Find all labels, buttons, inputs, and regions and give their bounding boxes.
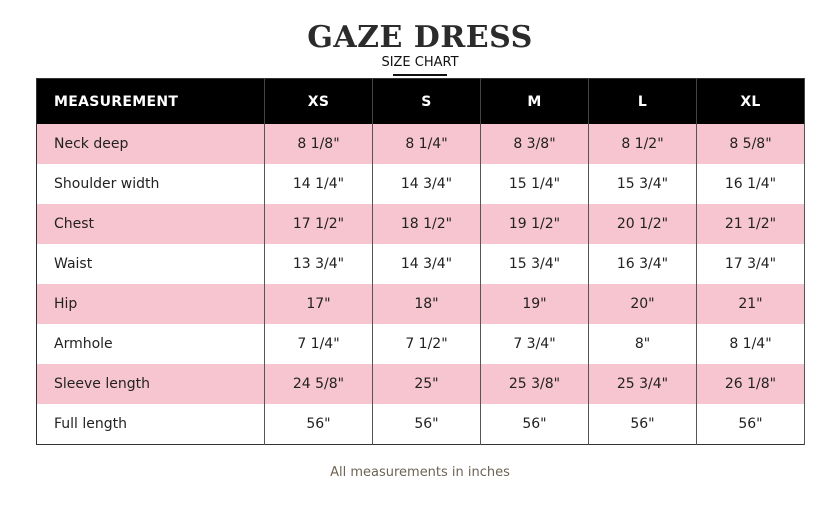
table-row (37, 324, 805, 364)
table-cell: 16 3/4" (589, 244, 697, 284)
table-cell: 17" (265, 284, 373, 324)
row-label: Full length (37, 404, 265, 445)
table-row (37, 164, 805, 204)
table-cell: 8 1/4" (373, 124, 481, 164)
size-chart-table (36, 78, 805, 445)
table-cell: 18 1/2" (373, 204, 481, 244)
table-cell: 21 1/2" (697, 204, 805, 244)
footnote: All measurements in inches (330, 465, 510, 480)
table-header-row (37, 79, 805, 125)
table-cell: 17 3/4" (697, 244, 805, 284)
table-row (37, 284, 805, 324)
table-cell: 56" (373, 404, 481, 445)
table-cell: 14 1/4" (265, 164, 373, 204)
row-label: Shoulder width (37, 164, 265, 204)
table-cell: 18" (373, 284, 481, 324)
table-cell: 16 1/4" (697, 164, 805, 204)
table-cell: 21" (697, 284, 805, 324)
table-cell: 15 3/4" (589, 164, 697, 204)
table-cell: 8 1/4" (697, 324, 805, 364)
page-subtitle: SIZE CHART (381, 55, 459, 70)
table-cell: 25" (373, 364, 481, 404)
table-cell: 8 1/8" (265, 124, 373, 164)
column-header-xs: XS (265, 79, 373, 125)
table-row (37, 244, 805, 284)
table-cell: 17 1/2" (265, 204, 373, 244)
table-cell: 7 1/2" (373, 324, 481, 364)
table-cell: 25 3/4" (589, 364, 697, 404)
table-cell: 19" (481, 284, 589, 324)
table-cell: 15 1/4" (481, 164, 589, 204)
column-header-measurement: MEASUREMENT (37, 79, 265, 125)
column-header-m: M (481, 79, 589, 125)
table-row (37, 364, 805, 404)
table-cell: 8 3/8" (481, 124, 589, 164)
table-cell: 56" (589, 404, 697, 445)
table-cell: 14 3/4" (373, 164, 481, 204)
table-cell: 56" (265, 404, 373, 445)
table-row (37, 404, 805, 445)
table-cell: 8 1/2" (589, 124, 697, 164)
table-cell: 8" (589, 324, 697, 364)
table-cell: 25 3/8" (481, 364, 589, 404)
row-label: Sleeve length (37, 364, 265, 404)
subtitle-underline (393, 74, 447, 76)
table-cell: 19 1/2" (481, 204, 589, 244)
table-cell: 56" (697, 404, 805, 445)
table-cell: 24 5/8" (265, 364, 373, 404)
column-header-l: L (589, 79, 697, 125)
row-label: Armhole (37, 324, 265, 364)
row-label: Hip (37, 284, 265, 324)
table-cell: 14 3/4" (373, 244, 481, 284)
page-title: GAZE DRESS (307, 20, 533, 55)
table-cell: 8 5/8" (697, 124, 805, 164)
column-header-xl: XL (697, 79, 805, 125)
table-cell: 20 1/2" (589, 204, 697, 244)
row-label: Neck deep (37, 124, 265, 164)
table-row (37, 204, 805, 244)
table-cell: 7 3/4" (481, 324, 589, 364)
table-cell: 7 1/4" (265, 324, 373, 364)
table-cell: 15 3/4" (481, 244, 589, 284)
column-header-s: S (373, 79, 481, 125)
table-row (37, 124, 805, 164)
table-cell: 26 1/8" (697, 364, 805, 404)
table-cell: 20" (589, 284, 697, 324)
row-label: Waist (37, 244, 265, 284)
row-label: Chest (37, 204, 265, 244)
table-cell: 56" (481, 404, 589, 445)
table-cell: 13 3/4" (265, 244, 373, 284)
